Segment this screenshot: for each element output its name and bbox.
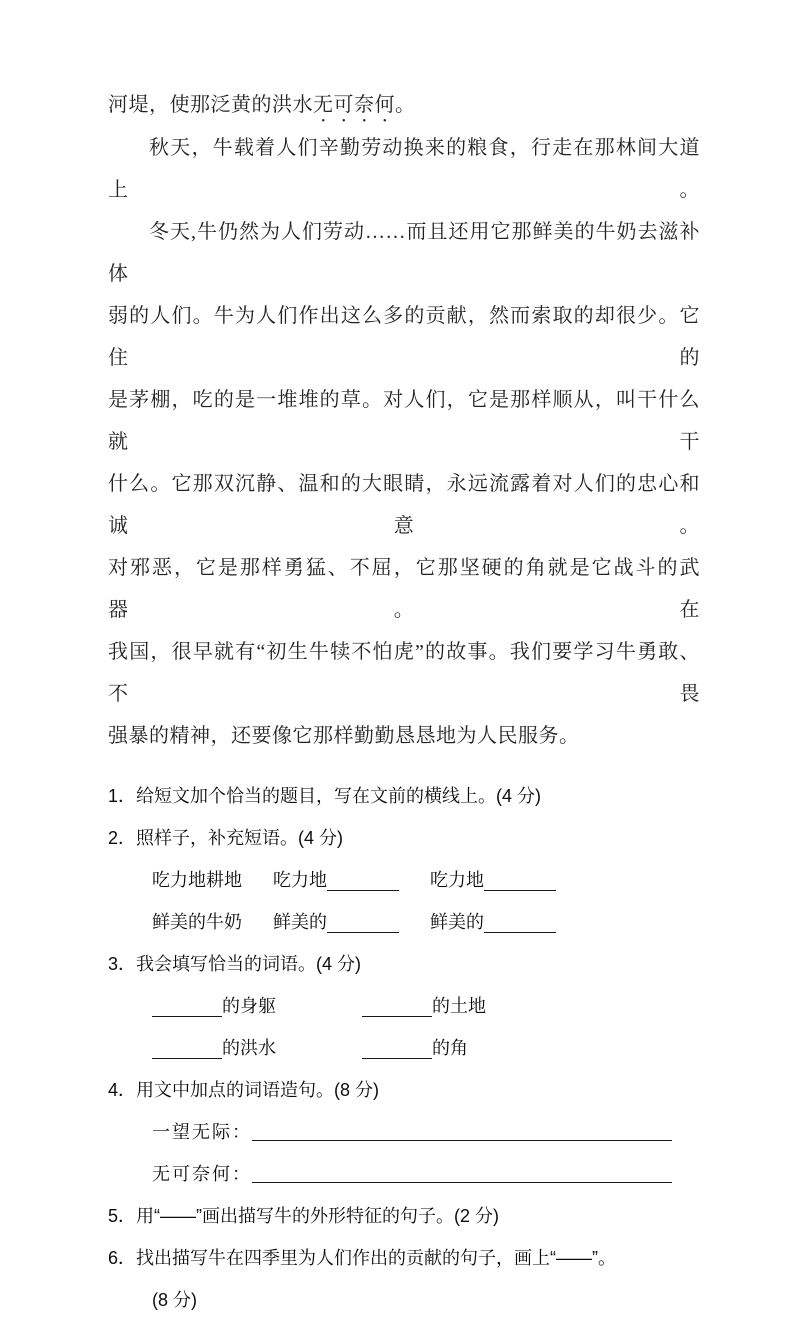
passage-line: 对邪恶，它是那样勇猛、不屈，它那坚硬的角就是它战斗的武器。在	[108, 557, 700, 621]
word-item	[152, 985, 362, 1027]
passage-text: 河堤，使那泛黄的洪水	[108, 94, 313, 116]
passage-line: 冬天,牛仍然为人们劳动……而且还用它那鲜美的牛奶去滋补体	[108, 221, 700, 285]
question-2-row	[152, 901, 700, 943]
fill-in-blank	[362, 998, 432, 1017]
word-suffix: 的洪水	[222, 1038, 276, 1058]
phrase-item	[430, 901, 556, 943]
word-item	[362, 1027, 468, 1069]
word-item	[152, 1027, 362, 1069]
question-4-row	[152, 1153, 672, 1195]
question-6-label: 6．找出描写牛在四季里为人们作出的贡献的句子，画上“——”。	[108, 1248, 616, 1268]
emphasized-word: 无可奈何	[313, 94, 395, 116]
fill-in-blank	[484, 914, 556, 933]
passage-line	[108, 84, 700, 127]
passage-line: 弱的人们。牛为人们作出这么多的贡献，然而索取的却很少。它住的	[108, 305, 700, 369]
word-suffix: 的土地	[432, 996, 486, 1016]
passage-text: 。	[395, 94, 416, 116]
question-6-score: (8 分)	[152, 1290, 197, 1310]
question-5-label: 5．用“——”画出描写牛的外形特征的句子。(2 分)	[108, 1206, 499, 1226]
question-2-label: 2．照样子，补充短语。(4 分)	[108, 828, 344, 848]
phrase-item	[273, 859, 430, 901]
question-list	[108, 775, 700, 1321]
passage-line: 秋天，牛载着人们辛勤劳动换来的粮食，行走在那林间大道上。	[108, 137, 700, 201]
question-1-label: 1．给短文加个恰当的题目，写在文前的横线上。(4 分)	[108, 786, 542, 806]
phrase-stem: 吃力地	[273, 870, 327, 890]
fill-in-blank	[152, 998, 222, 1017]
fill-in-blank	[362, 1040, 432, 1059]
question-4-row	[152, 1111, 672, 1153]
fill-in-blank	[327, 914, 399, 933]
word-suffix: 的身躯	[222, 996, 276, 1016]
passage-line: 什么。它那双沉静、温和的大眼睛，永远流露着对人们的忠心和诚意。	[108, 473, 700, 537]
passage-line: 我国，很早就有“初生牛犊不怕虎”的故事。我们要学习牛勇敢、不畏	[108, 641, 700, 705]
target-word: 无可奈何：	[152, 1164, 252, 1184]
passage-line: 强暴的精神，还要像它那样勤勤恳恳地为人民服务。	[108, 725, 580, 747]
word-item	[362, 985, 486, 1027]
question-2-row	[152, 859, 700, 901]
fill-in-blank	[484, 872, 556, 891]
phrase-example: 鲜美的牛奶	[152, 912, 242, 932]
question-3-row	[152, 985, 700, 1027]
phrase-example: 吃力地耕地	[152, 870, 242, 890]
question-3-row	[152, 1027, 700, 1069]
phrase-item	[273, 901, 430, 943]
word-suffix: 的角	[432, 1038, 468, 1058]
answer-line	[252, 1182, 672, 1183]
phrase-stem: 鲜美的	[273, 912, 327, 932]
question-3-label: 3．我会填写恰当的词语。(4 分)	[108, 954, 362, 974]
reading-passage	[108, 84, 700, 757]
target-word: 一望无际：	[152, 1122, 252, 1142]
question-4-label: 4．用文中加点的词语造句。(8 分)	[108, 1080, 380, 1100]
fill-in-blank	[327, 872, 399, 891]
phrase-stem: 鲜美的	[430, 912, 484, 932]
passage-line: 是茅棚，吃的是一堆堆的草。对人们，它是那样顺从，叫干什么就干	[108, 389, 700, 453]
answer-line	[252, 1140, 672, 1141]
fill-in-blank	[152, 1040, 222, 1059]
phrase-stem: 吃力地	[430, 870, 484, 890]
phrase-item	[430, 859, 556, 901]
